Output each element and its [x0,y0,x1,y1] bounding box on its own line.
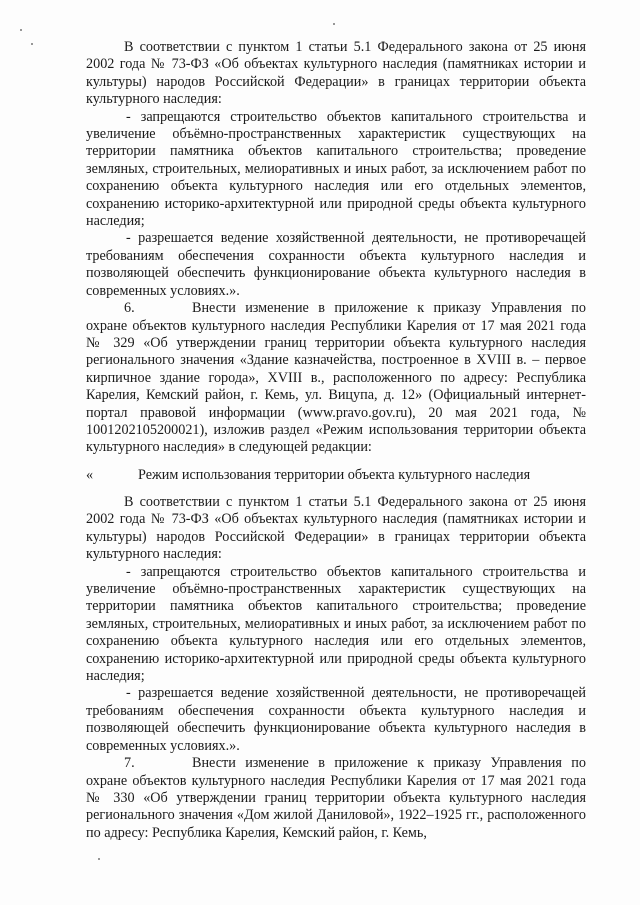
section-heading [86,467,586,484]
item-text: Внести изменение в приложение к приказу Управления по охране объектов культурного наследия Республики Карелия от 17 мая 2021 года № 330 «Об утверждении границ территории объекта культурного наследия регионального значения «Дом жилой Даниловой», 1922–1925 гг., расположенного по адресу: Республика Карелия, Кемский район, г. Кемь, [86,755,586,841]
scan-speck [31,43,33,45]
opening-quote: « [86,467,94,483]
item-7 [86,755,586,842]
section-title: Режим использования территории объекта культурного наследия [138,467,531,483]
paragraph-permission: - разрешается ведение хозяйственной деятельности, не противоречащей требованиям обеспечения сохранности объекта культурного наследия и позволяющей обеспечить функционирование объекта культурного наследия в современных условиях.». [86,230,586,299]
paragraph-intro: В соответствии с пунктом 1 статьи 5.1 Федерального закона от 25 июня 2002 года № 73-ФЗ «Об объектах культурного наследия (памятниках истории и культуры) народов Российской Федерации» в границах территории объекта культурного наследия: [86,39,586,108]
scan-speck [333,23,335,25]
item-6 [86,300,586,457]
paragraph-prohibition: - запрещаются строительство объектов капитального строительства и увеличение объёмно-пространственных характеристик существующих на территории памятника объектов капитального строительства; проведение земляных, строительных, мелиоративных и иных работ, за исключением работ по сохранению объекта культурного наследия или его отдельных элементов, сохранению историко-архитектурной или природной среды объекта культурного наследия; [86,108,586,230]
scan-speck [20,29,22,31]
block-1 [86,39,586,457]
paragraph-intro: В соответствии с пунктом 1 статьи 5.1 Федерального закона от 25 июня 2002 года № 73-ФЗ «Об объектах культурного наследия (памятниках истории и культуры) народов Российской Федерации» в границах территории объекта культурного наследия: [86,494,586,563]
item-number: 6. [124,300,135,317]
block-2 [86,494,586,842]
paragraph-permission: - разрешается ведение хозяйственной деятельности, не противоречащей требованиям обеспечения сохранности объекта культурного наследия и позволяющей обеспечить функционирование объекта культурного наследия в современных условиях.». [86,685,586,754]
item-number: 7. [124,755,135,772]
scan-speck [98,858,100,860]
paragraph-prohibition: - запрещаются строительство объектов капитального строительства и увеличение объёмно-пространственных характеристик существующих на территории памятника объектов капитального строительства; проведение земляных, строительных, мелиоративных и иных работ, за исключением работ по сохранению объекта культурного наследия или его отдельных элементов, сохранению историко-архитектурной или природной среды объекта культурного наследия; [86,563,586,685]
item-text: Внести изменение в приложение к приказу Управления по охране объектов культурного наследия Республики Карелия от 17 мая 2021 года № 329 «Об утверждении границ территории объекта культурного наследия регионального значения «Здание казначейства, построенное в XVIII в. – первое кирпичное здание города», XVIII в., расположенного по адресу: Республика Карелия, Кемский район, г. Кемь, ул. Вицупа, д. 12» (Официальный интернет-портал правовой информации (www.pravo.gov.ru), 20 мая 2021 года, № 1001202105200021), изложив раздел «Режим использования территории объекта культурного наследия» в следующей редакции: [86,300,586,456]
